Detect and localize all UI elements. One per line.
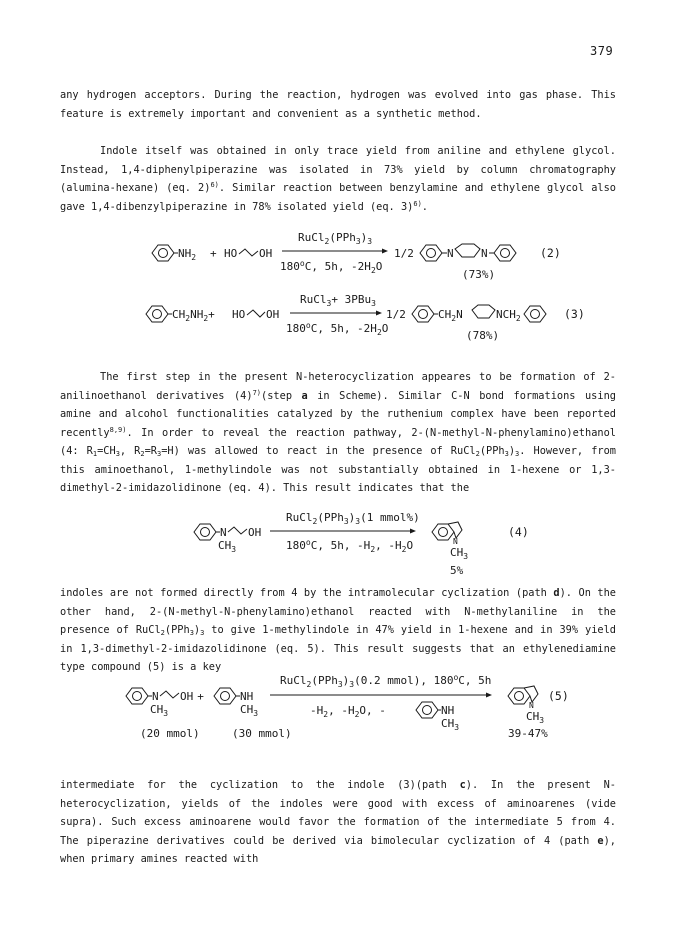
subscript: 2: [475, 450, 480, 458]
eq3-coefficient: 1/2: [386, 308, 406, 321]
path-letter-a: a: [301, 389, 308, 402]
eq5-byproduct-nh: NH: [441, 704, 455, 717]
paragraph-4-text-c: (PPh: [164, 624, 190, 636]
paragraph-3-text-b: (step: [261, 389, 302, 402]
eq5-r1-amount: (20 mmol): [140, 727, 200, 740]
eq4-reagent: $RuCl_2(PPh_3)_3(1$ mmol%): [286, 511, 420, 526]
eq2-glycol-oh: OH: [259, 247, 273, 260]
eq5-r2-methyl: $CH_3$: [240, 703, 259, 718]
subscript: 3: [515, 450, 520, 458]
paragraph-5-text-b: ). In the present N-heterocyclization, yields of the indoles were good with excess of aminoarenes (vide supra). Such excess aminoarene would favor the formation of the intermediate 5 from 4. The piperazine derivatives could be derived via bimolecular cyclization of 4 (path: [60, 779, 616, 847]
paragraph-1-text: any hydrogen acceptors. During the reaction, hydrogen was evolved into gas phase. This feature is extremely important and convenient as a synthetic method.: [60, 89, 616, 120]
eq5-r1-methyl: $CH_3$: [150, 703, 169, 718]
paragraph-3-text-d: . In order to reveal the reaction pathway, 2-(N-methyl-N-phenylamino)ethanol (4: R: [60, 426, 616, 457]
eq4-reactant-methyl: $CH_3$: [218, 539, 237, 554]
path-letter-c: c: [459, 779, 466, 791]
paragraph-2-text-c: .: [421, 200, 428, 213]
eq5-product-methyl: $CH_3$: [526, 710, 545, 725]
eq3-benzylamine: $CH_2NH_2+$: [172, 308, 215, 323]
subscript: 2: [140, 450, 145, 458]
eq2-conditions: 180$^o$C, 5h, $-2H_2O$: [280, 259, 383, 275]
paragraph-5-text-c: ), when primary amines reacted with: [60, 834, 616, 865]
paragraph-4: [60, 584, 616, 677]
eq2-piperazine-n1: N: [447, 247, 454, 260]
eq5-product-n: N: [529, 701, 534, 710]
paragraph-4-text-b: ). On the other hand, 2-(N-methyl-N-phenylamino)ethanol reacted with N-methylaniline in the presence of RuCl: [60, 587, 616, 636]
equation-2: [0, 226, 680, 284]
paragraph-5: [60, 776, 616, 869]
eq2-coefficient: 1/2: [394, 247, 414, 260]
eq2-yield: (73%): [462, 268, 496, 281]
eq3-glycol-ho: HO: [232, 308, 246, 321]
eq3-reagent: RuCl$_3$+ 3PBu$_3$: [300, 293, 376, 308]
eq3-glycol-oh: OH: [266, 308, 280, 321]
eq4-yield: 5%: [450, 564, 464, 577]
benzene-ring-icon: [214, 688, 236, 704]
equation-3: [0, 290, 680, 348]
reference-7: 7): [252, 388, 262, 397]
paragraph-4-text-a: indoles are not formed directly from 4 by the intramolecular cyclization (path: [60, 587, 554, 599]
benzene-ring-icon: [146, 306, 168, 322]
paragraph-3-text-c: in Scheme). Similar C-N bond formations using amine and alcohol functionalities catalyzed by the ruthenium complex have been reported recently: [60, 389, 616, 439]
equation-3-drawing: [0, 290, 680, 348]
eq4-product-n: N: [453, 537, 458, 546]
eq3-number: (3): [564, 307, 585, 321]
equation-4-drawing: [0, 506, 680, 580]
benzene-ring-icon: [412, 306, 434, 322]
subscript: 3: [115, 450, 120, 458]
eq5-number: (5): [548, 689, 569, 703]
paragraph-2-text-a: Indole itself was obtained in only trace yield from aniline and ethylene glycol. Instead, 1,4-diphenylpiperazine was isolated in 73% yield by column chromatography (alumina-hexane) (eq. 2): [60, 145, 616, 194]
subscript: 3: [504, 450, 509, 458]
benzene-ring-icon: [194, 524, 216, 540]
paragraph-3-text-g: =R: [144, 445, 158, 457]
equation-2-drawing: [0, 226, 680, 284]
paragraph-3-text-k: . However, from this aminoethanol, 1-methylindole was not substantially obtained in 1-hexene or 1,3-dimethyl-2-imidazolidinone (eq. 4). This result indicates that the: [60, 445, 616, 494]
equation-5: [0, 670, 680, 772]
eq4-reactant-oh: OH: [248, 526, 262, 539]
subscript: 1: [92, 450, 98, 458]
eq2-aniline-nh: $NH_2$: [178, 247, 197, 262]
subscript: 3: [200, 629, 205, 637]
eq2-piperazine-n2: N: [481, 247, 488, 260]
page-number: 379: [590, 44, 614, 58]
paragraph-1: [60, 86, 616, 123]
paragraph-2-text-b: . Similar reaction between benzylamine and ethylene glycol also gave 1,4-dibenzylpiperazine in 78% isolated yield (eq. 3): [60, 182, 616, 213]
piperazine-ring-icon: [455, 244, 480, 257]
equation-4: [0, 506, 680, 580]
eq3-yield: (78%): [466, 329, 500, 342]
eq4-reactant-n: N: [220, 526, 227, 539]
reference-6-b: 6): [413, 199, 422, 208]
benzene-ring-icon: [420, 245, 442, 261]
paragraph-5-text-a: intermediate for the cyclization to the indole (3)(path: [60, 779, 460, 791]
eq2-plus: +: [210, 247, 217, 260]
paragraph-4-text-e: to give 1-methylindole in 47% yield in 1-hexene and in 39% yield in 1,3-dimethyl-2-imidazolidinone (eq. 5). This result suggests that an ethylenediamine type compound (5) is a key: [60, 624, 616, 673]
paragraph-3-text-e: =CH: [97, 445, 116, 457]
paragraph-4-text-d: ): [193, 624, 201, 636]
eq4-conditions: 180$^o$C, 5h, $-H_2$, $-H_2O$: [286, 538, 414, 554]
benzene-ring-icon: [126, 688, 148, 704]
subscript: 2: [160, 629, 165, 637]
paragraph-3-text-j: ): [508, 445, 516, 457]
eq2-number: (2): [540, 246, 561, 260]
benzene-ring-icon: [524, 306, 546, 322]
eq5-r2-amount: (30 mmol): [232, 727, 292, 740]
paragraph-3-text-a: The first step in the present N-heterocyclization appeares to be formation of 2-anilinoethanol derivatives (4): [60, 371, 616, 402]
paragraph-3: [60, 368, 616, 498]
eq2-glycol-ho: HO: [224, 247, 238, 260]
eq5-reagent: $RuCl_2(PPh_3)_3(0.2$ mmol), 180$^o$C, 5h: [280, 673, 492, 689]
subscript: 3: [157, 450, 162, 458]
eq5-r1-oh: OH +: [180, 690, 204, 703]
eq5-r1-n: N: [152, 690, 159, 703]
path-letter-e: e: [597, 834, 604, 847]
paragraph-3-text-i: (PPh: [479, 445, 505, 457]
equation-5-drawing: [0, 670, 680, 772]
reference-8-9: 8,9): [109, 425, 127, 434]
eq3-product-right: $NCH_2$: [496, 308, 521, 323]
subscript: 3: [189, 629, 194, 637]
paragraph-3-text-f: , R: [119, 445, 141, 457]
eq5-r2-nh: NH: [240, 690, 254, 703]
paragraph-3-text-h: =H) was allowed to react in the presence of RuCl: [161, 445, 476, 457]
benzene-ring-icon: [416, 702, 438, 718]
eq2-reagent: $RuCl_2(PPh_3)_3$: [298, 231, 373, 246]
benzene-ring-icon: [152, 245, 174, 261]
eq4-number: (4): [508, 525, 529, 539]
paragraph-2: [60, 142, 616, 216]
eq3-product-left: $CH_2N$: [438, 308, 463, 323]
eq3-conditions: 180$^o$C, 5h, $-2H_2O$: [286, 321, 389, 337]
benzene-ring-icon: [494, 245, 516, 261]
eq5-yield: 39-47%: [508, 727, 548, 740]
eq4-product-methyl: $CH_3$: [450, 546, 469, 561]
piperazine-ring-icon: [472, 305, 495, 318]
path-letter-d: d: [553, 587, 560, 599]
eq5-byproducts: $-H_2$, $-H_2O$, -: [310, 704, 386, 719]
eq5-byproduct-methyl: $CH_3$: [441, 717, 460, 732]
reference-6-a: 6): [210, 181, 219, 189]
